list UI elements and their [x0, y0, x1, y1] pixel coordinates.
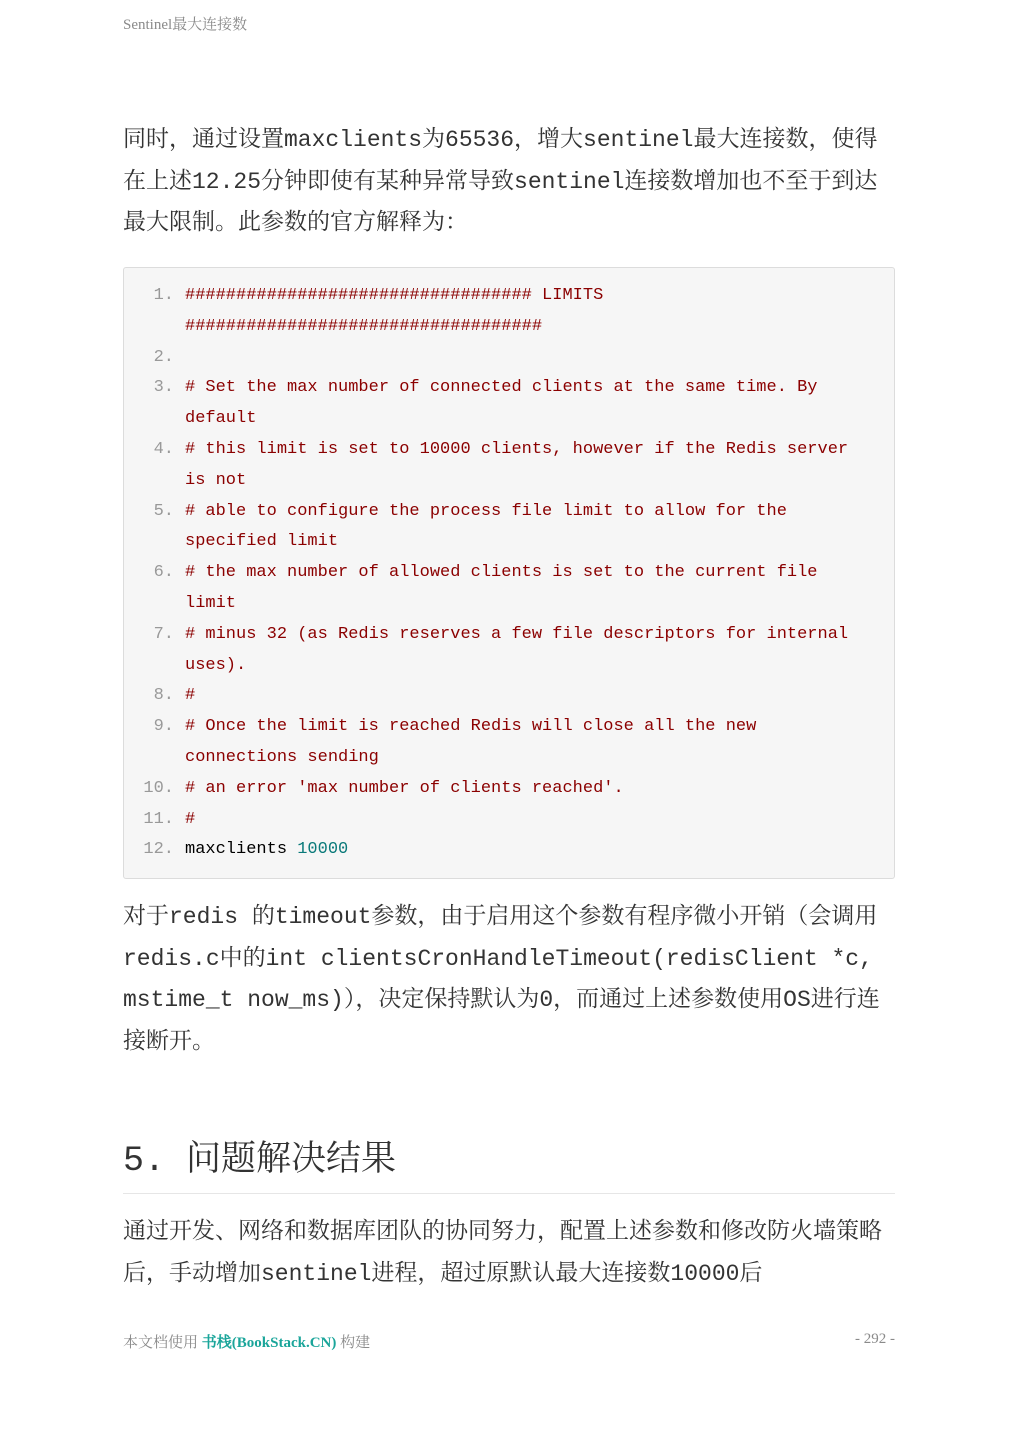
line-number: 8. [153, 686, 174, 706]
code-comment: # Set the max number of connected clients at the same time. By default [185, 378, 828, 429]
code-comment: # [185, 686, 196, 706]
code-line [124, 558, 894, 620]
section-heading: 5. 问题解决结果 [123, 1137, 895, 1194]
code-line [124, 712, 894, 774]
code-line [124, 435, 894, 497]
code-line [124, 281, 894, 343]
code-line [124, 835, 894, 866]
code-line [124, 681, 894, 712]
code-line [124, 774, 894, 805]
footer-suffix: 构建 [340, 1335, 371, 1351]
paragraph-timeout: 对于redis 的timeout参数，由于启用这个参数有程序微小开销（会调用redis.c中的int clientsCronHandleTimeout(redisClient *c, mstime_t now_ms)），决定保持默认为0，而通过上述参数使用OS进行连接断开。 [123, 904, 880, 1055]
line-number: 3. [153, 378, 174, 398]
code-comment: # [185, 809, 196, 829]
code-line [124, 343, 894, 374]
code-line [124, 373, 894, 435]
line-number: 12. [143, 840, 174, 860]
code-keyword: maxclients [185, 840, 288, 860]
code-line [124, 620, 894, 682]
code-comment: ################################## LIMITS ################################### [185, 286, 614, 336]
code-directive [185, 835, 894, 866]
bookstack-link[interactable]: 书栈(BookStack.CN) [201, 1335, 337, 1351]
footer-credit [123, 1331, 370, 1352]
paragraph-result: 通过开发、网络和数据库团队的协同努力，配置上述参数和修改防火墙策略后，手动增加sentinel进程，超过原默认最大连接数10000后 [123, 1219, 882, 1287]
line-number: 11. [143, 809, 174, 829]
code-comment: # Once the limit is reached Redis will close all the new connections sending [185, 717, 767, 767]
line-number: 7. [153, 624, 174, 644]
code-number: 10000 [297, 840, 349, 860]
paragraph-maxclients-intro: 同时，通过设置maxclients为65536，增大sentinel最大连接数，使得在上述12.25分钟即使有某种异常导致sentinel连接数增加也不至于到达最大限制。此参数的官方解释为： [123, 127, 878, 236]
code-comment [185, 343, 894, 374]
page-header-title: Sentinel最大连接数 [123, 17, 248, 33]
line-number: 2. [153, 347, 174, 367]
code-comment: # an error 'max number of clients reached'. [185, 778, 624, 798]
code-comment: # minus 32 (as Redis reserves a few file descriptors for internal uses). [185, 624, 859, 675]
footer-prefix: 本文档使用 [123, 1335, 199, 1351]
code-comment: # the max number of allowed clients is set to the current file limit [185, 563, 828, 613]
code-block [123, 267, 895, 879]
line-number: 1. [153, 286, 174, 305]
code-line [124, 805, 894, 836]
page-number: - 292 - [855, 1331, 895, 1347]
line-number: 9. [153, 717, 174, 737]
line-number: 5. [153, 501, 174, 521]
line-number: 4. [153, 439, 174, 459]
code-comment: # able to configure the process file limit to allow for the specified limit [185, 501, 798, 552]
code-comment: # this limit is set to 10000 clients, however if the Redis server is not [185, 439, 859, 490]
line-number: 10. [143, 778, 174, 798]
line-number: 6. [153, 563, 174, 583]
code-line [124, 497, 894, 559]
